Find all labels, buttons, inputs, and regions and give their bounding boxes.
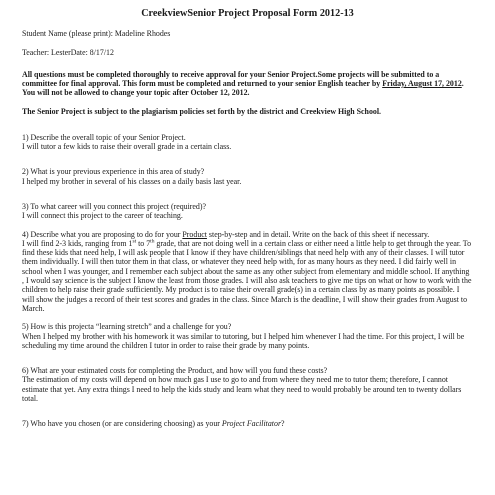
question-3-prompt: 3) To what career will you connect this project (required)?: [22, 201, 206, 211]
question-2-answer: I helped my brother in several of his classes on a daily basis last year.: [22, 176, 242, 186]
question-5-prompt: 5) How is this projecta “learning stretch” and a challenge for you?: [22, 322, 232, 332]
question-4-answer: [22, 239, 473, 313]
question-1-answer: I will tutor a few kids to raise their overall grade in a certain class.: [22, 142, 232, 152]
ordinal-suffix-st: st: [132, 238, 137, 245]
question-3-answer: I will connect this project to the career of teaching.: [22, 211, 183, 221]
product-term: Product: [182, 229, 207, 239]
form-title: CreekviewSenior Project Proposal Form 2012-13: [141, 8, 354, 19]
question-1-prompt: 1) Describe the overall topic of your Senior Project.: [22, 132, 186, 142]
question-5-answer: When I helped my brother with his homework it was similar to tutoring, but I helped him whenever I had the time. For this project, I will be scheduling my time around the children I tutor in order to raise their grade by many points.: [22, 331, 465, 350]
question-6-answer: The estimation of my costs will depend on how much gas I use to go to and from where they need me to tutor them; therefore, I cannot estimate that yet. Any extra things I need to help the kids study and learn what they need to would probably be around ten to twenty dollars total.: [22, 375, 462, 404]
question-3: [22, 202, 473, 221]
student-name-line: Student Name (please print): Madeline Rhodes: [22, 29, 171, 38]
question-7-prompt: [22, 419, 473, 428]
instructions-text-2: . You will not be allowed to change your topic after October 12, 2012.: [22, 78, 464, 98]
question-6: [22, 366, 473, 403]
question-7: [22, 419, 473, 428]
instructions-paragraph: [22, 70, 473, 98]
question-7-prompt-text-1: 7) Who have you chosen (or are considering choosing) as your: [22, 419, 222, 429]
question-4-answer-text-2: to 7: [136, 238, 151, 248]
question-4-prompt-text-2: step-by-step and in detail. Write on the back of this sheet if necessary.: [206, 229, 430, 239]
question-5: [22, 322, 473, 350]
question-4-prompt-text-1: 4) Describe what you are proposing to do for your: [22, 229, 183, 239]
question-1: [22, 133, 473, 152]
plagiarism-policy: The Senior Project is subject to the plagiarism policies set forth by the district and Creekview High School.: [22, 107, 382, 117]
teacher-date-line: Teacher: LesterDate: 8/17/12: [22, 48, 114, 58]
instructions-text-1: All questions must be completed thoroughly to receive approval for your Senior Project.Some projects will be submitted to a committee for final approval. This form must be completed and returned to your senior English teacher by: [22, 69, 440, 88]
deadline-date: Friday, August 17, 2012: [382, 78, 462, 88]
question-2-prompt: 2) What is your previous experience in this area of study?: [22, 167, 205, 177]
ordinal-suffix-th: th: [150, 238, 155, 245]
question-4-answer-text-3: grade, that are not doing well in a certain class or either need a little help to get through the year. To find these kids that need help, I will ask people that I know if they have children/siblings that need help with any of their classes. I will tutor them individually. I will then tutor them in that class, or whatever they need help with, for as many hours as they need. I did fairly well in school when I was younger, and I remember each subject about the same as any other subject from elementary and middle school. If anything , I would say science is the subject I know the least from those grades. I will also ask teachers to give me tips on what or how to work with the children to help raise their grade sufficiently. My product is to raise their overall grade(s) in a certain class by as many points as possible. I will show the judges a record of their test scores and grades in the class. Since March is the deadline, I will show their grades from August to March.: [22, 238, 472, 313]
question-4: [22, 230, 473, 314]
question-6-prompt: 6) What are your estimated costs for completing the Product, and how will you fund these costs?: [22, 366, 328, 376]
question-7-prompt-text-2: ?: [281, 419, 285, 429]
project-facilitator-term: Project Facilitator: [221, 419, 282, 429]
question-4-prompt: [22, 230, 473, 239]
question-4-answer-text-1: I will find 2-3 kids, ranging from 1: [22, 238, 133, 248]
question-2: [22, 167, 473, 186]
